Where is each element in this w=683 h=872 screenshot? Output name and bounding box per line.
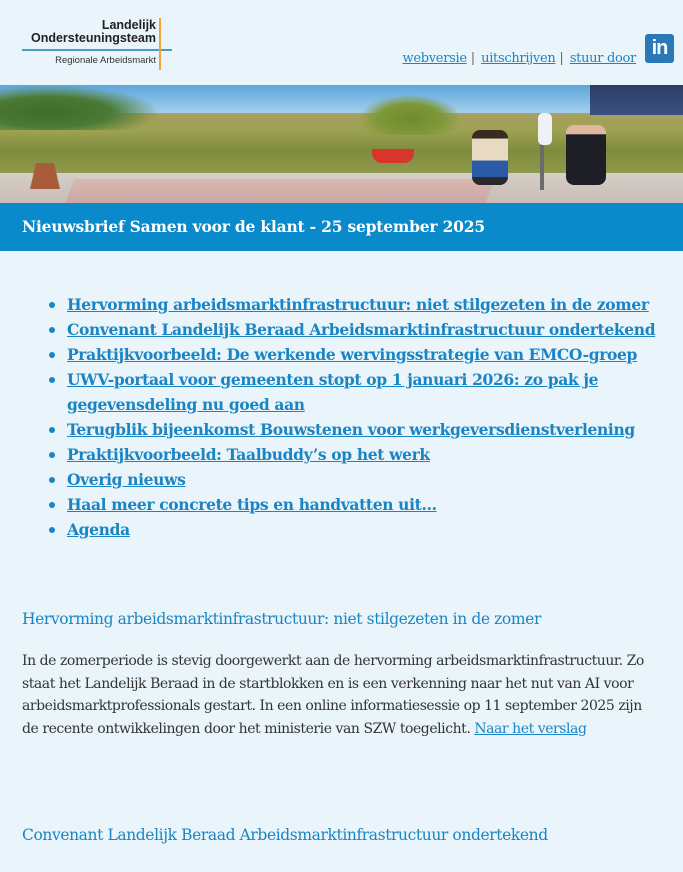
newsletter-title: Nieuwsbrief Samen voor de klant - 25 september 2025 xyxy=(0,203,683,251)
toc-item xyxy=(48,342,668,367)
toc-link[interactable]: Praktijkvoorbeeld: De werkende wervingsstrategie van EMCO-groep xyxy=(67,345,638,364)
separator: | xyxy=(470,51,476,66)
uitschrijven-link[interactable]: uitschrijven xyxy=(481,51,556,66)
hero-post-pole xyxy=(540,145,544,190)
hero-pavement-bricks xyxy=(66,179,495,203)
toc-link[interactable]: Convenant Landelijk Beraad Arbeidsmarktinfrastructuur ondertekend xyxy=(67,320,656,339)
article-body-text: In de zomerperiode is stevig doorgewerkt aan de hervorming arbeidsmarktinfrastructuur. Zo staat het Landelijk Beraad in de startblokken en is een verkenning naar het nut van AI voor arbeidsmarktprofessionals gestart. In een online informatiesessie op 11 september 2025 zijn de recente ontwikkelingen door het ministerie van SZW toegelicht. xyxy=(22,653,644,737)
webversie-link[interactable]: webversie xyxy=(402,51,467,66)
hero-trees xyxy=(0,85,160,130)
toc-item xyxy=(48,442,668,467)
hero-wheelbarrow xyxy=(372,149,414,163)
article-body xyxy=(22,650,662,740)
logo-divider-vertical xyxy=(159,18,161,70)
toc-link[interactable]: UWV-portaal voor gemeenten stopt op 1 januari 2026: zo pak je gegevensdeling nu goed aan xyxy=(67,370,599,414)
table-of-contents xyxy=(48,292,668,542)
header xyxy=(0,0,683,85)
toc-item xyxy=(48,417,668,442)
logo-divider-horizontal xyxy=(22,49,172,51)
article-heading: Hervorming arbeidsmarktinfrastructuur: niet stilgezeten in de zomer xyxy=(22,610,541,628)
separator: | xyxy=(559,51,564,66)
hero-worker-1 xyxy=(472,130,508,185)
hero-worker-2 xyxy=(566,125,606,185)
toc-item xyxy=(48,467,668,492)
toc-link[interactable]: Terugblik bijeenkomst Bouwstenen voor werkgeversdienstverlening xyxy=(67,420,635,439)
toc-link[interactable]: Overig nieuws xyxy=(67,470,186,489)
hero-charging-post xyxy=(538,113,552,145)
toc-item xyxy=(48,492,668,517)
hero-building xyxy=(590,85,683,115)
linkedin-icon[interactable]: in xyxy=(645,34,674,63)
hero-tree xyxy=(360,95,460,135)
toc-link[interactable]: Praktijkvoorbeeld: Taalbuddy’s op het werk xyxy=(67,445,430,464)
logo-line-1: Landelijk xyxy=(101,18,156,32)
toc-item xyxy=(48,367,668,417)
report-link[interactable]: Naar het verslag xyxy=(474,720,587,737)
stuur-door-link[interactable]: stuur door xyxy=(569,51,636,66)
toc-link[interactable]: Haal meer concrete tips en handvatten uit… xyxy=(67,495,437,514)
logo-line-2: Ondersteuningsteam xyxy=(30,31,156,45)
hero-image xyxy=(0,85,683,203)
logo-subtitle: Regionale Arbeidsmarkt xyxy=(55,55,156,66)
toc-item xyxy=(48,317,668,342)
top-links xyxy=(403,51,636,66)
toc-link[interactable]: Agenda xyxy=(67,520,130,539)
toc-item xyxy=(48,292,668,317)
toc-item xyxy=(48,517,668,542)
logo[interactable] xyxy=(22,16,172,70)
toc-link[interactable]: Hervorming arbeidsmarktinfrastructuur: niet stilgezeten in de zomer xyxy=(67,295,649,314)
article-heading: Convenant Landelijk Beraad Arbeidsmarktinfrastructuur ondertekend xyxy=(22,826,548,844)
